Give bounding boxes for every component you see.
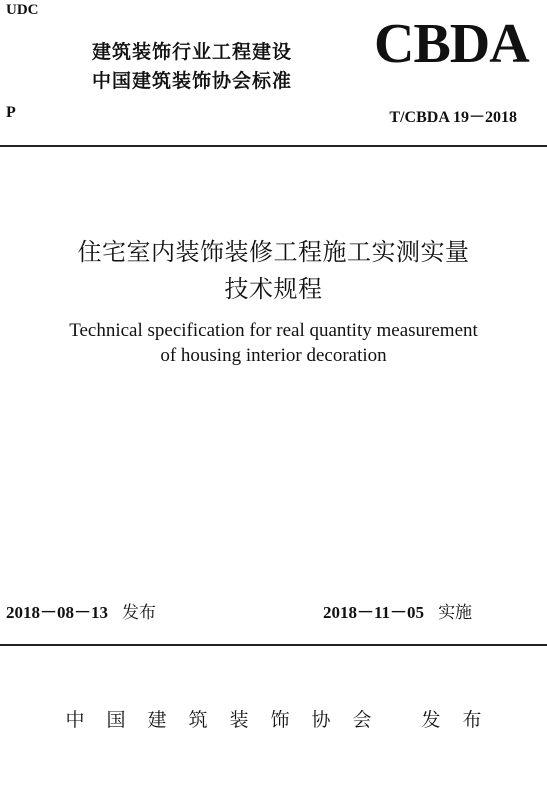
- org-line-2: 中国建筑装饰协会标准: [92, 70, 293, 92]
- title-en-line-1: Technical specification for real quantity measurement: [69, 320, 478, 341]
- title-en-line-2: of housing interior decoration: [160, 345, 387, 366]
- implement-date-block: [323, 598, 472, 623]
- standard-number: T/CBDA 19－2018: [389, 109, 517, 126]
- issue-label: 发布: [122, 603, 156, 623]
- header-divider: [0, 145, 547, 147]
- title-zh-line-1: 住宅室内装饰装修工程施工实测实量: [77, 238, 470, 266]
- org-line-1: 建筑装饰行业工程建设: [92, 41, 293, 63]
- classification-code: P: [6, 104, 16, 121]
- publisher: 中国建筑装饰协会 发布: [65, 709, 504, 731]
- title-zh-line-2: 技术规程: [224, 275, 323, 303]
- udc-label: UDC: [6, 2, 39, 18]
- footer-divider: [0, 644, 547, 646]
- cbda-logo: CBDA: [374, 13, 529, 75]
- implement-date: 2018－11－05: [323, 603, 425, 622]
- issue-date: 2018－08－13: [6, 603, 108, 622]
- implement-label: 实施: [438, 603, 473, 623]
- issue-date-block: [6, 598, 156, 623]
